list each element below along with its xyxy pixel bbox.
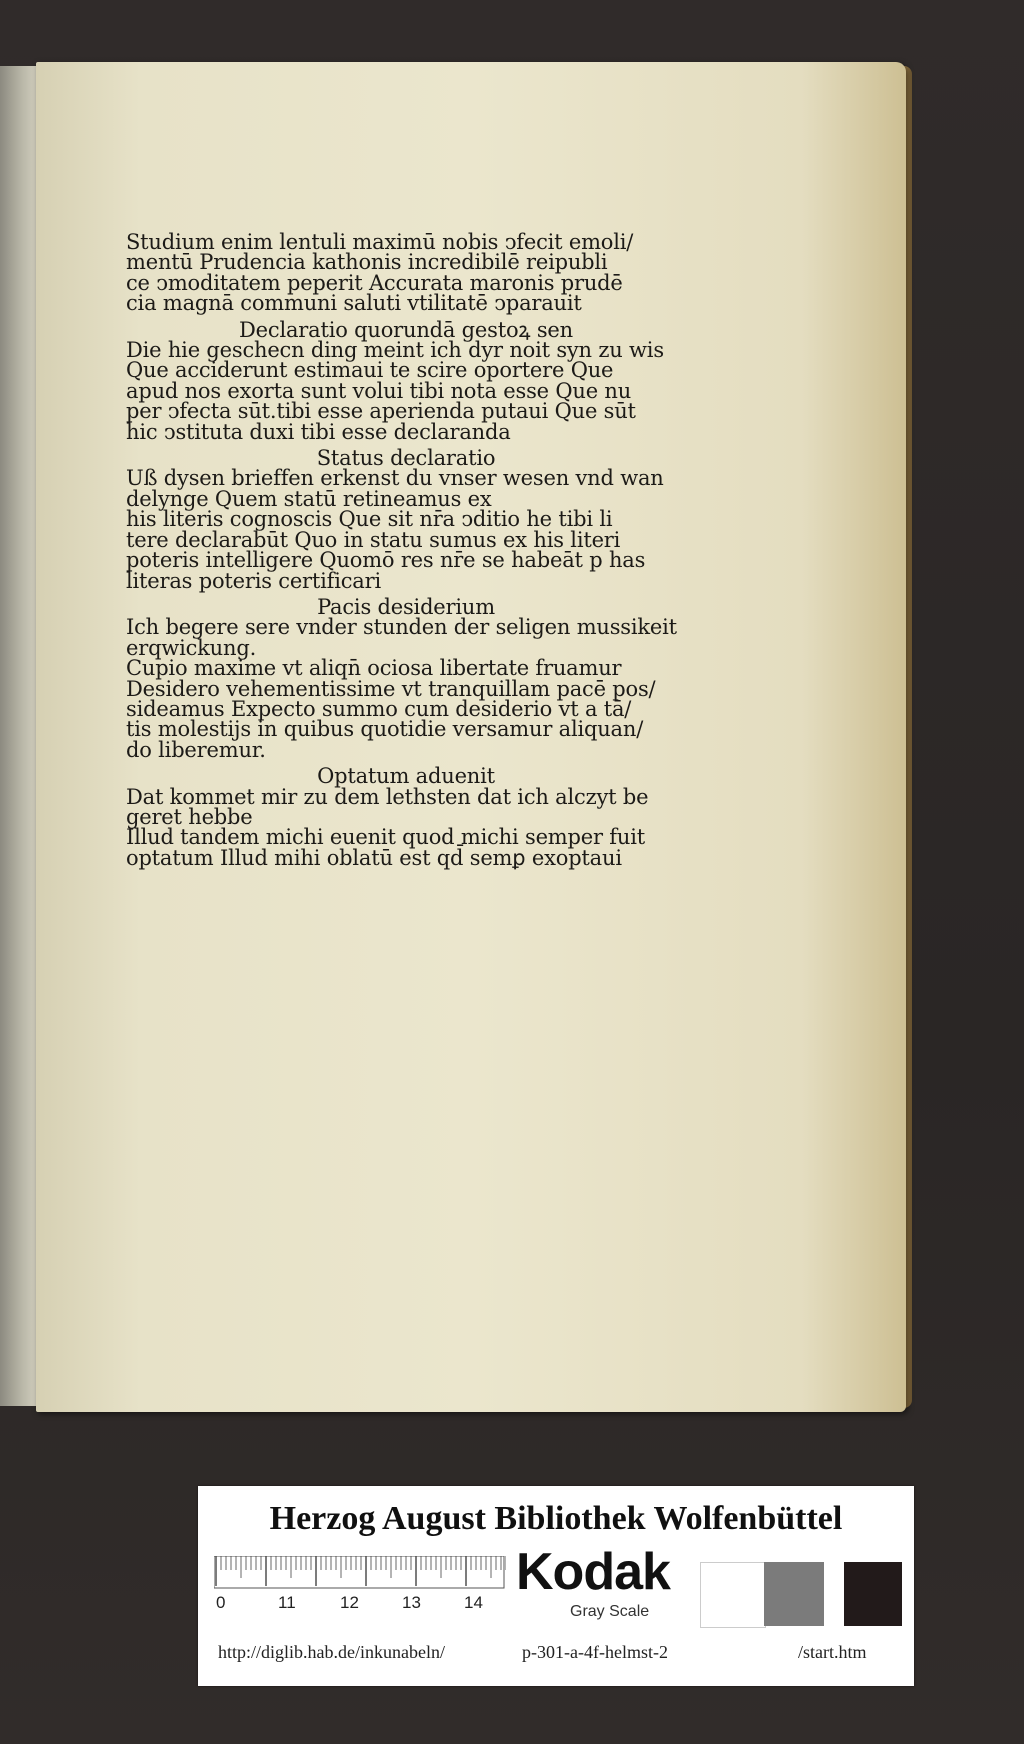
section-heading: Status declaratio [316,446,496,471]
ruler-label: 11 [278,1593,296,1612]
gray-swatch-white [700,1562,766,1628]
url-id: p-301-a-4f-helmst-2 [522,1642,668,1662]
gray-swatch-black [844,1562,902,1626]
text-line: Dat kommet mir zu dem lethsten dat ich alczyt be [126,784,649,809]
section-heading: Optatum aduenit [317,764,495,789]
gray-swatch-mid [764,1562,824,1626]
library-name: Herzog August Bibliothek Wolfenbüttel [269,1500,843,1537]
text-line: mentū Prudencia kathonis incredibilē reipubli [126,250,608,275]
text-line: hic ↄstituta duxi tibi esse declaranda [126,419,511,444]
text-line: per ↄfecta sūt.tibi esse aperienda putaui Que sūt [126,399,636,424]
text-line: erqwickung. [126,635,257,660]
text-line: Illud tandem michi euenit quod michi semper fuit [126,825,645,850]
text-line: poteris intelligere Quomō res nr̄e se habeāt p has [126,548,646,573]
text-line: geret hebbe [126,804,253,829]
gray-scale-label: Gray Scale [570,1603,650,1620]
text-line: Die hie geschecn ding meint ich dyr noit syn zu wis [126,338,664,363]
ruler-label: 13 [402,1593,421,1612]
text-line: ce ↄmoditatem peperit Accurata maronis prudē [126,270,623,295]
text-line: optatum Illud mihi oblatū est qd̄ semꝑ exoptaui [126,845,622,870]
url-base: http://diglib.hab.de/inkunabeln/ [218,1642,445,1662]
ruler-label: 0 [216,1593,226,1612]
kodak-logo: Kodak [516,1543,670,1601]
text-line: apud nos exorta sunt volui tibi nota esse Que nu [126,378,632,403]
ruler-label: 12 [340,1593,359,1612]
text-line: Ich begere sere vnder stunden der seligen mussikeit [126,615,677,640]
ruler-label: 14 [464,1593,483,1612]
text-line: Que acciderunt estimaui te scire oportere Que [126,358,614,383]
ruler-frame [214,1556,504,1588]
facing-page-edge [0,66,40,1406]
measurement-ruler [214,1556,506,1612]
url-end: /start.htm [798,1642,867,1662]
section-heading: Declaratio quorundā gestoꝝ sen [239,317,573,342]
text-line: tere declarabūt Quo in statu sumus ex his literi [126,527,621,552]
text-line: his literis cognoscis Que sit nr̄a ↄditio he tibi li [126,507,613,532]
printed-text-block [126,232,686,868]
color-calibration-card [198,1486,914,1686]
text-line: Desidero vehementissime vt tranquillam pacē pos/ [126,676,656,701]
text-line: Studium enim lentuli maximū nobis ↄfecit emoli/ [126,230,634,254]
text-line: literas poteris certificari [126,568,381,593]
text-line: Uß dysen brieffen erkenst du vnser wesen vnd wan [126,466,664,491]
text-line: cia magnā communi saluti vtilitatē ↄparauit [126,291,582,316]
text-line: sideamus Expecto summo cum desiderio vt a tā/ [126,696,632,721]
text-line: delynge Quem statū retineamus ex [126,486,492,511]
text-line: do liberemur. [126,737,266,762]
section-heading: Pacis desiderium [317,594,495,619]
text-line: tis molestijs in quibus quotidie versamur aliquan/ [126,717,644,742]
gray-swatch-light [824,1562,844,1626]
text-line: Cupio maxime vt aliqn̄ ociosa libertate fruamur [126,656,622,681]
